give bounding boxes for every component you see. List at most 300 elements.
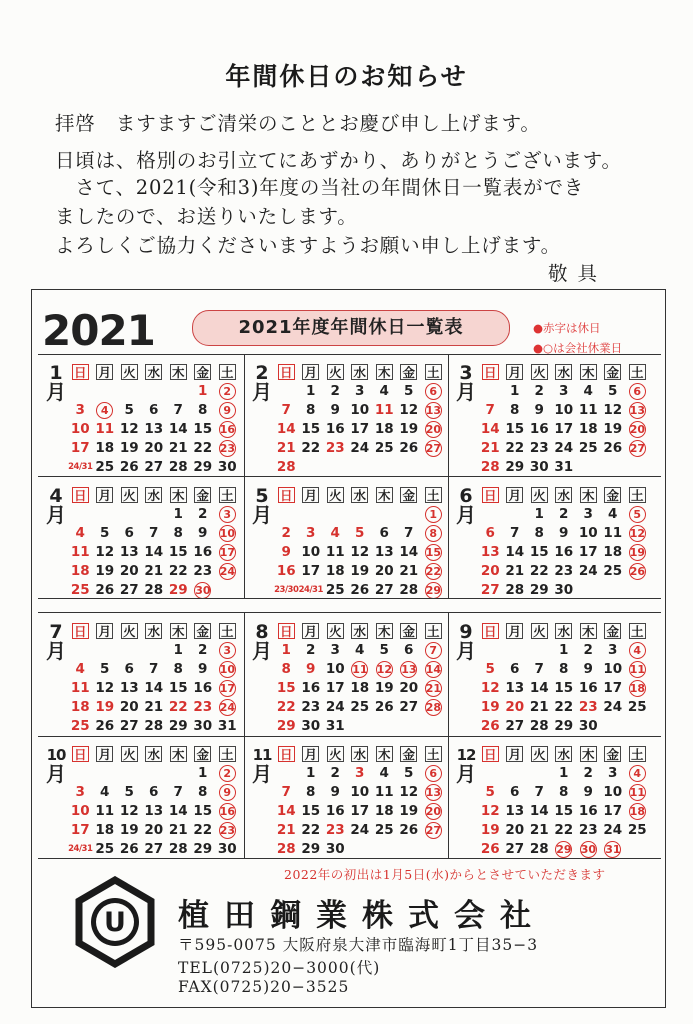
day-cell: 25 <box>374 822 394 838</box>
day-cell: 20 <box>425 423 442 436</box>
day-cell: 27 <box>629 442 646 455</box>
weekday-header: 月 <box>503 486 528 505</box>
month-5 <box>248 481 444 601</box>
day-cell: 17 <box>70 440 90 456</box>
day-cell: 22 <box>554 822 574 838</box>
day-cell <box>397 717 422 736</box>
day-cell: 30 <box>580 843 597 856</box>
weekday-header: 金 <box>601 486 626 505</box>
day-cell <box>68 764 93 783</box>
day-cell: 26 <box>629 565 646 578</box>
day-cell: 8 <box>173 525 183 541</box>
day-cell: 19 <box>399 421 419 437</box>
weekday-header: 火 <box>527 486 552 505</box>
day-cell: 25 <box>70 718 90 734</box>
day-cell: 5 <box>124 402 134 418</box>
day-cell: 17 <box>603 803 623 819</box>
day-cell <box>625 458 650 477</box>
day-cell: 29 <box>193 459 213 475</box>
day-cell: 27 <box>144 459 164 475</box>
day-cell: 9 <box>583 784 593 800</box>
day-cell: 13 <box>401 663 417 676</box>
calendar-banner: 2021年度年間休日一覧表 <box>192 310 510 346</box>
weekday-header: 金 <box>191 745 216 764</box>
day-cell: 11 <box>374 402 394 418</box>
closing-phrase: 敬具 <box>548 262 608 285</box>
day-cell: 4 <box>608 506 618 522</box>
month-suffix: 月 <box>456 380 476 404</box>
weekday-header: 日 <box>478 363 503 382</box>
day-cell: 1 <box>306 383 316 399</box>
grid-line <box>38 736 661 737</box>
day-cell <box>117 764 142 783</box>
day-cell: 5 <box>124 784 134 800</box>
day-cell: 16 <box>301 680 321 696</box>
day-cell: 18 <box>374 803 394 819</box>
month-suffix: 月 <box>46 639 66 663</box>
day-cell: 29 <box>301 841 321 857</box>
day-cell: 11 <box>95 421 115 437</box>
day-cell: 12 <box>480 803 500 819</box>
day-cell: 22 <box>168 699 188 715</box>
month-number: 12 <box>456 746 476 764</box>
day-cell: 16 <box>193 544 213 560</box>
day-cell: 25 <box>70 582 90 598</box>
month-days <box>274 745 446 859</box>
day-cell: 2 <box>559 506 569 522</box>
day-cell: 21 <box>144 699 164 715</box>
day-cell: 27 <box>505 718 525 734</box>
day-cell: 6 <box>149 402 159 418</box>
month-days <box>68 622 240 736</box>
day-cell: 15 <box>168 680 188 696</box>
weekday-header: 木 <box>372 363 397 382</box>
day-cell: 26 <box>119 459 139 475</box>
day-cell: 17 <box>219 682 236 695</box>
day-cell: 22 <box>554 699 574 715</box>
holiday-calendar <box>31 289 666 1008</box>
day-cell: 28 <box>425 701 442 714</box>
day-cell: 27 <box>399 699 419 715</box>
month-number: 9 <box>459 621 473 643</box>
day-cell: 17 <box>603 680 623 696</box>
day-cell: 24 <box>219 701 236 714</box>
day-cell <box>323 505 348 524</box>
day-cell: 1 <box>173 642 183 658</box>
day-cell: 15 <box>193 803 213 819</box>
month-4 <box>42 481 238 601</box>
day-cell: 11 <box>325 544 345 560</box>
weekday-header: 月 <box>93 363 118 382</box>
weekday-header: 火 <box>117 486 142 505</box>
day-cell <box>527 641 552 660</box>
day-cell: 18 <box>70 699 90 715</box>
day-cell: 8 <box>510 402 520 418</box>
weekday-header: 日 <box>68 622 93 641</box>
day-cell: 20 <box>119 563 139 579</box>
day-cell: 3 <box>75 784 85 800</box>
day-cell: 2 <box>198 506 208 522</box>
weekday-header: 月 <box>93 486 118 505</box>
day-cell: 28 <box>399 582 419 598</box>
weekday-header: 火 <box>323 486 348 505</box>
day-cell: 1 <box>306 765 316 781</box>
day-cell: 9 <box>215 401 240 420</box>
day-cell: 8 <box>281 661 291 677</box>
day-cell: 11 <box>70 680 90 696</box>
weekday-header: 金 <box>191 622 216 641</box>
day-cell: 8 <box>559 784 569 800</box>
weekday-header: 火 <box>527 745 552 764</box>
weekday-header: 火 <box>323 363 348 382</box>
day-cell: 29 <box>425 584 442 597</box>
day-cell: 3 <box>215 505 240 524</box>
month-days <box>68 745 240 859</box>
weekday-header: 水 <box>142 486 167 505</box>
grid-line <box>244 736 245 858</box>
day-cell: 24 <box>325 699 345 715</box>
day-cell: 15 <box>301 421 321 437</box>
legend-company-closed: ●○は会社休業日 <box>533 341 623 355</box>
day-cell: 29 <box>193 841 213 857</box>
logo-letter: U <box>104 907 126 938</box>
month-days <box>478 363 650 477</box>
day-cell <box>527 764 552 783</box>
weekday-header: 木 <box>166 486 191 505</box>
day-cell: 8 <box>198 784 208 800</box>
day-cell: 21 <box>399 563 419 579</box>
day-cell: 18 <box>603 544 623 560</box>
day-cell: 28 <box>505 582 525 598</box>
day-cell: 3 <box>215 641 240 660</box>
day-cell <box>93 505 118 524</box>
day-cell <box>93 382 118 401</box>
weekday-header: 火 <box>323 622 348 641</box>
day-cell: 26 <box>119 841 139 857</box>
weekday-header: 木 <box>576 745 601 764</box>
day-cell: 8 <box>534 525 544 541</box>
day-cell: 16 <box>529 421 549 437</box>
month-days <box>68 486 240 600</box>
day-cell: 19 <box>350 563 370 579</box>
day-cell: 24 <box>603 822 623 838</box>
day-cell: 7 <box>149 525 159 541</box>
company-name: 植田鋼業株式会社 <box>178 898 546 934</box>
weekday-header: 金 <box>397 363 422 382</box>
day-cell: 10 <box>350 784 370 800</box>
day-cell: 21 <box>480 440 500 456</box>
weekday-header: 火 <box>117 745 142 764</box>
day-cell: 2 <box>330 383 340 399</box>
day-cell: 1 <box>510 383 520 399</box>
day-cell: 16 <box>325 421 345 437</box>
weekday-header: 木 <box>166 622 191 641</box>
day-cell: 7 <box>510 525 520 541</box>
day-cell: 21 <box>529 822 549 838</box>
day-cell: 3 <box>583 506 593 522</box>
month-label <box>44 746 68 784</box>
weekday-header: 月 <box>299 622 324 641</box>
month-label <box>44 364 68 402</box>
weekday-header: 日 <box>274 622 299 641</box>
day-cell: 18 <box>629 682 646 695</box>
day-cell: 7 <box>404 525 414 541</box>
day-cell: 15 <box>193 421 213 437</box>
weekday-header: 火 <box>117 363 142 382</box>
day-cell <box>117 382 142 401</box>
day-cell: 21 <box>144 563 164 579</box>
day-cell: 27 <box>119 718 139 734</box>
day-cell: 16 <box>219 805 236 818</box>
day-cell: 2 <box>583 642 593 658</box>
day-cell: 9 <box>281 544 291 560</box>
month-suffix: 月 <box>46 762 66 786</box>
day-cell: 11 <box>578 402 598 418</box>
month-days <box>274 486 446 600</box>
month-days <box>478 486 650 600</box>
month-10 <box>42 740 238 860</box>
day-cell: 25 <box>325 582 345 598</box>
day-cell: 3 <box>306 525 316 541</box>
day-cell <box>166 764 191 783</box>
weekday-header: 水 <box>142 622 167 641</box>
day-cell: 7 <box>534 661 544 677</box>
day-cell: 28 <box>144 582 164 598</box>
grid-line <box>38 354 661 355</box>
day-cell: 6 <box>510 784 520 800</box>
day-cell: 4 <box>100 784 110 800</box>
day-cell: 15 <box>425 546 442 559</box>
day-cell: 31 <box>325 718 345 734</box>
weekday-header: 金 <box>397 745 422 764</box>
day-cell: 14 <box>529 803 549 819</box>
day-cell: 11 <box>374 784 394 800</box>
day-cell <box>117 641 142 660</box>
day-cell: 8 <box>421 524 446 543</box>
day-cell: 2 <box>215 382 240 401</box>
weekday-header: 木 <box>166 363 191 382</box>
month-days <box>274 622 446 736</box>
day-cell: 28 <box>144 718 164 734</box>
month-suffix: 月 <box>252 762 272 786</box>
day-cell <box>68 505 93 524</box>
day-cell: 26 <box>95 718 115 734</box>
day-cell: 20 <box>399 680 419 696</box>
weekday-header: 土 <box>625 363 650 382</box>
weekday-header: 日 <box>68 486 93 505</box>
day-cell: 8 <box>559 661 569 677</box>
month-suffix: 月 <box>456 639 476 663</box>
day-cell: 4 <box>379 765 389 781</box>
day-cell <box>299 458 324 477</box>
grid-line <box>244 354 245 476</box>
day-cell: 2 <box>306 642 316 658</box>
day-cell: 20 <box>505 699 525 715</box>
day-cell: 25 <box>627 822 647 838</box>
weekday-header: 月 <box>299 745 324 764</box>
day-cell: 9 <box>198 661 208 677</box>
day-cell: 17 <box>350 803 370 819</box>
grid-line <box>38 598 661 599</box>
weekday-header: 木 <box>372 486 397 505</box>
day-cell: 28 <box>168 459 188 475</box>
grid-line <box>38 858 661 859</box>
greeting-line-4: ましたので、お送りいたします。 <box>55 205 358 228</box>
day-cell: 14 <box>425 663 442 676</box>
day-cell <box>478 382 503 401</box>
grid-line <box>448 476 449 598</box>
day-cell: 28 <box>276 841 296 857</box>
day-cell <box>323 458 348 477</box>
day-cell: 4 <box>625 641 650 660</box>
day-cell: 16 <box>219 423 236 436</box>
day-cell: 12 <box>603 402 623 418</box>
day-cell: 27 <box>505 841 525 857</box>
day-cell: 3 <box>559 383 569 399</box>
day-cell: 23/30 <box>274 585 299 595</box>
day-cell: 9 <box>215 783 240 802</box>
day-cell: 30 <box>578 718 598 734</box>
day-cell: 10 <box>554 402 574 418</box>
day-cell: 26 <box>374 699 394 715</box>
day-cell <box>117 505 142 524</box>
weekday-header: 土 <box>625 486 650 505</box>
month-label <box>250 364 274 402</box>
day-cell: 3 <box>608 642 618 658</box>
day-cell: 9 <box>306 661 316 677</box>
day-cell: 1 <box>281 642 291 658</box>
day-cell: 6 <box>485 525 495 541</box>
month-days <box>478 745 650 859</box>
day-cell: 21 <box>168 822 188 838</box>
day-cell: 26 <box>480 718 500 734</box>
day-cell: 24/31 <box>68 844 93 854</box>
weekday-header: 木 <box>372 622 397 641</box>
day-cell <box>503 764 528 783</box>
day-cell: 20 <box>144 440 164 456</box>
day-cell: 25 <box>578 440 598 456</box>
month-number: 8 <box>255 621 269 643</box>
day-cell: 1 <box>421 505 446 524</box>
day-cell: 8 <box>306 784 316 800</box>
day-cell: 22 <box>301 822 321 838</box>
day-cell: 7 <box>173 784 183 800</box>
day-cell: 17 <box>325 680 345 696</box>
page-title: 年間休日のお知らせ <box>225 62 468 91</box>
month-6 <box>452 481 648 601</box>
day-cell <box>397 458 422 477</box>
day-cell: 24 <box>350 822 370 838</box>
day-cell: 9 <box>198 525 208 541</box>
weekday-header: 木 <box>576 622 601 641</box>
weekday-header: 金 <box>191 486 216 505</box>
day-cell: 28 <box>480 459 500 475</box>
day-cell: 15 <box>529 544 549 560</box>
month-number: 5 <box>255 485 269 507</box>
day-cell: 14 <box>480 421 500 437</box>
day-cell: 3 <box>75 402 85 418</box>
day-cell: 5 <box>625 505 650 524</box>
grid-line <box>448 612 449 736</box>
day-cell: 17 <box>578 544 598 560</box>
company-logo-icon <box>69 876 161 968</box>
weekday-header: 木 <box>166 745 191 764</box>
day-cell: 30 <box>195 584 211 597</box>
day-cell: 13 <box>425 404 442 417</box>
day-cell: 29 <box>505 459 525 475</box>
month-2 <box>248 358 444 478</box>
day-cell: 10 <box>301 544 321 560</box>
day-cell: 26 <box>603 440 623 456</box>
legend-red-holiday: ●赤字は休日 <box>533 321 601 335</box>
month-number: 4 <box>49 485 63 507</box>
day-cell: 28 <box>168 841 188 857</box>
month-1 <box>42 358 238 478</box>
day-cell: 15 <box>505 421 525 437</box>
month-number: 1 <box>49 362 63 384</box>
month-suffix: 月 <box>252 503 272 527</box>
day-cell: 30 <box>529 459 549 475</box>
month-number: 6 <box>459 485 473 507</box>
weekday-header: 土 <box>215 363 240 382</box>
month-number: 7 <box>49 621 63 643</box>
day-cell: 10 <box>70 803 90 819</box>
day-cell: 12 <box>399 402 419 418</box>
day-cell: 23 <box>219 442 236 455</box>
day-cell: 9 <box>583 661 593 677</box>
day-cell: 17 <box>350 421 370 437</box>
day-cell: 16 <box>578 803 598 819</box>
day-cell: 4 <box>583 383 593 399</box>
weekday-header: 土 <box>215 486 240 505</box>
day-cell: 23 <box>325 822 345 838</box>
day-cell: 18 <box>95 822 115 838</box>
month-label <box>454 364 478 402</box>
day-cell: 25 <box>350 699 370 715</box>
weekday-header: 水 <box>348 745 373 764</box>
day-cell: 10 <box>578 525 598 541</box>
day-cell: 15 <box>301 803 321 819</box>
day-cell: 5 <box>608 383 618 399</box>
day-cell: 19 <box>374 680 394 696</box>
day-cell: 17 <box>219 546 236 559</box>
day-cell: 25 <box>603 563 623 579</box>
day-cell <box>299 505 324 524</box>
day-cell: 9 <box>534 402 544 418</box>
greeting-line-1: 拝啓 ますますご清栄のこととお慶び申し上げます。 <box>55 112 541 135</box>
day-cell: 14 <box>144 544 164 560</box>
weekday-header: 土 <box>421 486 446 505</box>
day-cell: 19 <box>629 546 646 559</box>
day-cell: 20 <box>119 699 139 715</box>
day-cell: 4 <box>379 383 389 399</box>
day-cell: 23 <box>193 699 213 715</box>
month-3 <box>452 358 648 478</box>
day-cell: 1 <box>198 383 208 399</box>
day-cell: 11 <box>352 663 368 676</box>
day-cell: 21 <box>505 563 525 579</box>
day-cell: 29 <box>554 718 574 734</box>
weekday-header: 日 <box>274 745 299 764</box>
day-cell: 24 <box>219 565 236 578</box>
day-cell: 2 <box>198 642 208 658</box>
day-cell: 5 <box>485 784 495 800</box>
day-cell: 22 <box>193 440 213 456</box>
day-cell: 10 <box>603 661 623 677</box>
day-cell: 26 <box>399 822 419 838</box>
day-cell: 9 <box>559 525 569 541</box>
day-cell: 4 <box>75 525 85 541</box>
